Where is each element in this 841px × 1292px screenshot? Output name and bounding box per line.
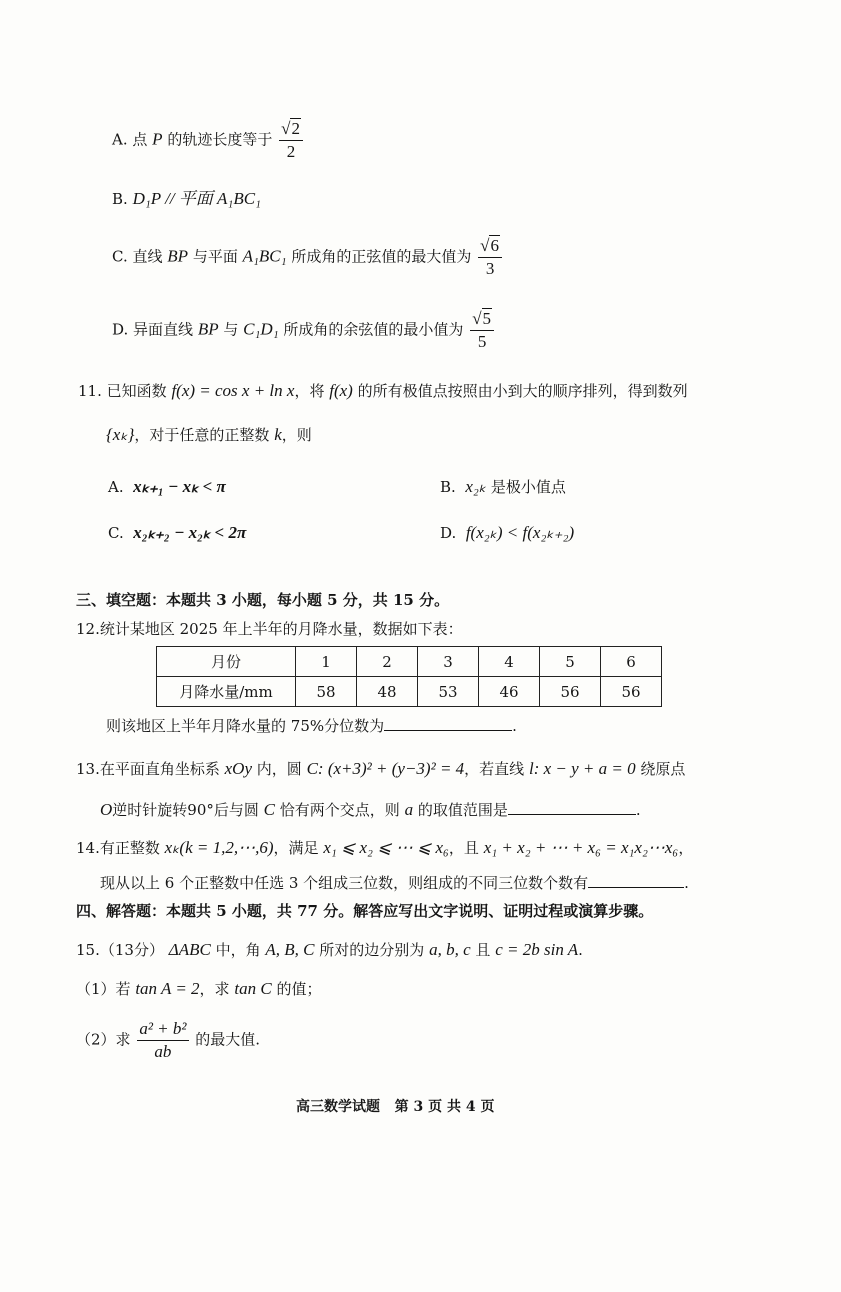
- table-cell: 1: [296, 647, 357, 677]
- math-expression: f(x) = cos x + ln x: [171, 381, 295, 400]
- math-var: C₁D₁: [243, 319, 279, 339]
- punctuation: .: [578, 941, 583, 959]
- question-text: 绕原点: [640, 760, 686, 778]
- option-label: A.: [108, 478, 124, 496]
- question-text: 的取值范围是: [417, 801, 508, 819]
- section-heading-fill-in: 三、填空题：本题共 3 小题，每小题 5 分，共 15 分。: [76, 591, 450, 609]
- table-row: [157, 647, 662, 677]
- math-expression: x₁ + x₂ + ⋯ + x₆ = x₁x₂⋯x₆: [483, 838, 679, 857]
- numerator: a² + b²: [137, 1020, 188, 1041]
- radicand: 2: [291, 119, 300, 138]
- table-row: [157, 677, 662, 707]
- q12-question: [106, 719, 517, 734]
- math-expression: x₁ ⩽ x₂ ⩽ ⋯ ⩽ x₆: [323, 838, 449, 857]
- question-text: 的所有极值点按照由小到大的顺序排列，得到数列: [357, 382, 688, 400]
- question-text: （1）若: [76, 980, 131, 998]
- question-text: ，且: [448, 839, 479, 857]
- math-expression: xₖ(k = 1,2,⋯,6): [164, 838, 274, 857]
- question-text: 现从以上 6 个正整数中任选 3 个组成三位数，则组成的不同三位数个数有: [100, 874, 589, 892]
- math-expression: a, b, c: [429, 940, 471, 959]
- question-text: 内，圆: [256, 760, 302, 778]
- option-label: D.: [440, 524, 457, 542]
- table-header-cell: 月降水量/mm: [157, 677, 296, 707]
- option-text: 所成角的余弦值的最小值为: [283, 320, 464, 339]
- question-text: ，对于任意的正整数: [134, 426, 270, 444]
- option-label: C. 直线: [112, 247, 163, 266]
- option-text: 所成角的正弦值的最大值为: [291, 247, 472, 266]
- math-expression: x₂ₖ₊₂ − x₂ₖ < 2π: [133, 523, 247, 542]
- radicand: 5: [482, 309, 492, 328]
- answer-blank[interactable]: [384, 730, 512, 731]
- denominator: 3: [485, 258, 495, 278]
- q10-option-c: [112, 237, 504, 278]
- option-label: A. 点: [112, 130, 148, 149]
- option-text: 是极小值点: [490, 478, 566, 496]
- punctuation: .: [512, 717, 517, 735]
- q11-option-b: [440, 478, 566, 495]
- math-var: O: [100, 800, 113, 819]
- option-label: C.: [108, 524, 124, 542]
- table-cell: 5: [540, 647, 601, 677]
- fraction: $\frac{√6}{3}$: [478, 237, 502, 278]
- math-expression: x₂ₖ: [465, 477, 487, 496]
- answer-blank[interactable]: [588, 887, 684, 888]
- math-expression: f(x): [329, 381, 353, 400]
- table-cell: 58: [296, 677, 357, 707]
- q13-line1: [76, 760, 685, 777]
- q11-stem-line2: [106, 426, 312, 443]
- math-expression: tan A = 2: [135, 979, 200, 998]
- option-text: 与: [223, 320, 239, 339]
- option-label: B.: [440, 478, 456, 496]
- math-var: BP: [197, 319, 219, 339]
- question-text: 中，角: [215, 941, 261, 959]
- fraction: $\frac{√5}{5}$: [470, 310, 494, 351]
- punctuation: .: [684, 874, 689, 892]
- option-text: 与平面: [192, 247, 238, 266]
- question-number: 15.（13分）: [76, 941, 164, 959]
- denominator: 2: [286, 141, 296, 161]
- question-text: 逆时针旋转90°后与圆: [112, 801, 259, 819]
- option-text: 的轨迹长度等于: [167, 130, 273, 149]
- math-var: xOy: [224, 759, 253, 778]
- question-text: 的值；: [276, 980, 322, 998]
- radicand: 6: [490, 236, 499, 255]
- q10-option-d: [112, 310, 496, 351]
- table-cell: 56: [601, 677, 662, 707]
- q14-line2: [100, 876, 689, 891]
- table-cell: 46: [479, 677, 540, 707]
- fraction: [137, 1020, 188, 1061]
- question-text: 所对的边分别为: [319, 941, 425, 959]
- q11-option-d: [440, 524, 574, 541]
- table-cell: 2: [357, 647, 418, 677]
- question-number: 11.: [78, 382, 102, 400]
- q14-line1: [76, 839, 693, 856]
- question-text: ，则: [281, 426, 312, 444]
- q15-part2: [76, 1020, 260, 1061]
- q10-option-a: [112, 120, 305, 161]
- math-expression: ΔABC: [168, 940, 211, 959]
- question-text: 的最大值.: [195, 1030, 261, 1049]
- answer-blank[interactable]: [508, 814, 636, 815]
- math-expression: A, B, C: [265, 940, 315, 959]
- math-var: k: [274, 425, 282, 444]
- math-var: P: [152, 129, 163, 149]
- q15-part1: [76, 980, 321, 997]
- q10-option-b: [112, 190, 261, 207]
- table-header-cell: 月份: [157, 647, 296, 677]
- math-expression: xₖ₊₁ − xₖ < π: [133, 477, 226, 496]
- question-text: 已知函数: [106, 382, 167, 400]
- math-expression: l: x − y + a = 0: [528, 759, 636, 778]
- rainfall-table: [156, 646, 662, 707]
- table-cell: 4: [479, 647, 540, 677]
- table-cell: 48: [357, 677, 418, 707]
- math-expression: tan C: [234, 979, 272, 998]
- q15-stem: [76, 941, 583, 958]
- punctuation: .: [635, 801, 641, 819]
- q11-stem-line1: [78, 382, 688, 399]
- denominator: 5: [477, 331, 487, 351]
- math-expression: {xₖ}: [106, 425, 135, 444]
- question-text: 13.在平面直角坐标系: [76, 760, 220, 778]
- table-cell: 6: [601, 647, 662, 677]
- q12-stem: 12.统计某地区 2025 年上半年的月降水量，数据如下表：: [76, 620, 463, 638]
- table-cell: 56: [540, 677, 601, 707]
- page-footer: 高三数学试题 第 3 页 共 4 页: [296, 1099, 495, 1115]
- question-text: 且: [475, 941, 491, 959]
- math-expression: C: (x+3)² + (y−3)² = 4: [306, 759, 465, 778]
- fraction: $\frac{√2}{2}$: [279, 120, 303, 161]
- math-var: C: [263, 800, 275, 819]
- q13-line2: [100, 801, 641, 818]
- option-label: B.: [112, 190, 128, 208]
- question-text: 则该地区上半年月降水量的 75%分位数为: [106, 717, 385, 735]
- question-text: ，: [678, 839, 694, 857]
- denominator: ab: [154, 1041, 172, 1061]
- math-expression: D₁P // 平面 A₁BC₁: [132, 189, 261, 208]
- question-text: ，满足: [273, 839, 319, 857]
- question-text: （2）求: [76, 1030, 131, 1049]
- table-cell: 53: [418, 677, 479, 707]
- table-cell: 3: [418, 647, 479, 677]
- math-expression: f(x₂ₖ) < f(x₂ₖ₊₂): [465, 523, 575, 542]
- question-text: ，将: [294, 382, 325, 400]
- question-text: 14.有正整数: [76, 839, 160, 857]
- math-expression: c = 2b sin A: [495, 940, 579, 959]
- q11-option-c: [108, 524, 246, 541]
- question-text: ，若直线: [464, 760, 525, 778]
- math-var: A₁BC₁: [242, 246, 287, 266]
- math-var: BP: [167, 246, 189, 266]
- math-var: a: [404, 800, 414, 819]
- question-text: 恰有两个交点，则: [279, 801, 400, 819]
- section-heading-solutions: 四、解答题：本题共 5 小题，共 77 分。解答应写出文字说明、证明过程或演算步骤。: [76, 902, 654, 920]
- question-text: ，求: [199, 980, 230, 998]
- q11-option-a: [108, 478, 226, 495]
- option-label: D. 异面直线: [112, 320, 194, 339]
